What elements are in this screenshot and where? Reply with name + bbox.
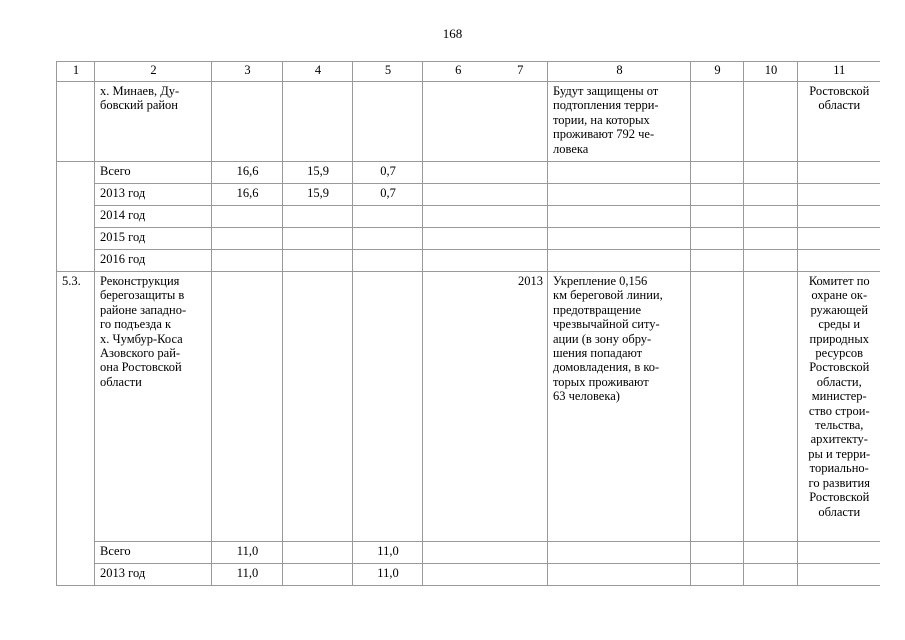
row-c6 (423, 228, 493, 250)
item-name-line: области (100, 374, 142, 389)
item-exec-line: министер- (811, 389, 867, 404)
col-header-4: 4 (283, 62, 353, 82)
item-result-line: ации (в зону обру- (553, 331, 652, 346)
cont-name-cell (95, 82, 212, 162)
row-c3: 11,0 (212, 542, 283, 564)
cont-name-line: бовский район (100, 98, 178, 113)
item-exec-line: Ростовской (809, 360, 870, 375)
item-exec-line: области, (816, 374, 862, 389)
item-exec-line: ресурсов (815, 346, 864, 361)
col-header-1: 1 (57, 62, 95, 82)
item-year: 2013 (493, 272, 548, 542)
table-row (57, 162, 880, 184)
row-c7 (493, 542, 548, 564)
table-row (57, 228, 880, 250)
cont-name-line: х. Минаев, Ду- (100, 84, 180, 98)
item-c4 (283, 272, 353, 542)
cont-exec-cell (798, 82, 880, 162)
table-row (57, 206, 880, 228)
row-c10 (744, 206, 798, 228)
item-exec-line: области (818, 504, 861, 519)
row-c10 (744, 162, 798, 184)
row-c11 (798, 564, 880, 586)
item-result-line: км береговой линии, (553, 288, 663, 303)
item-number: 5.3. (62, 274, 81, 288)
row-c11 (798, 162, 880, 184)
row-label: 2014 год (95, 206, 212, 228)
item-c9 (691, 272, 744, 542)
item-name-line: х. Чумбур-Коса (100, 331, 183, 346)
row-c5: 0,7 (353, 184, 423, 206)
row-c7 (493, 184, 548, 206)
row-c6 (423, 564, 493, 586)
row-c9 (691, 564, 744, 586)
row-c3: 11,0 (212, 564, 283, 586)
cont-c10 (744, 82, 798, 162)
item-name-line: районе западно- (100, 302, 187, 317)
row-label: 2015 год (95, 228, 212, 250)
row-c6 (423, 206, 493, 228)
row-c7 (493, 564, 548, 586)
item-exec-line: архитекту- (810, 432, 868, 447)
item-name-line: берегозащиты в (100, 288, 185, 303)
row-c5: 0,7 (353, 162, 423, 184)
row-c7 (493, 250, 548, 272)
cont-result-line: тории, на которых (553, 112, 650, 127)
row-c6 (423, 184, 493, 206)
table-row (57, 564, 880, 586)
item-exec-line: ружающей (810, 302, 869, 317)
row-c7 (493, 206, 548, 228)
item-exec-line: го развития (808, 475, 870, 490)
row-label: 2013 год (95, 564, 212, 586)
row-c11 (798, 228, 880, 250)
item-name-line: го подъезда к (100, 317, 172, 332)
item-exec-cell (798, 272, 880, 542)
row-c8 (548, 206, 691, 228)
col-header-8: 8 (548, 62, 691, 82)
table-row (57, 542, 880, 564)
item-result-line: чрезвычайной ситу- (553, 317, 660, 332)
col-header-9: 9 (691, 62, 744, 82)
col-header-10: 10 (744, 62, 798, 82)
row-c7 (493, 228, 548, 250)
cont-c7 (493, 82, 548, 162)
item-exec-line: ториально- (809, 461, 869, 476)
row-c4: 15,9 (283, 184, 353, 206)
row-c11 (798, 206, 880, 228)
item-c5 (353, 272, 423, 542)
row-label: Всего (95, 542, 212, 564)
item-name-line: Азовского рай- (100, 346, 181, 361)
item-exec-line: Ростовской (809, 490, 870, 505)
row-c8 (548, 250, 691, 272)
col-header-7: 7 (493, 62, 548, 82)
col-header-5: 5 (353, 62, 423, 82)
item-c3 (212, 272, 283, 542)
col-header-11: 11 (798, 62, 880, 82)
row-c8 (548, 184, 691, 206)
item-exec-line: ство строи- (808, 403, 870, 418)
row-c8 (548, 162, 691, 184)
row-c11 (798, 542, 880, 564)
row-c10 (744, 564, 798, 586)
group-a-number-cell (57, 162, 95, 272)
item-c6 (423, 272, 493, 542)
item-result-line: предотвращение (553, 302, 642, 317)
row-c8 (548, 228, 691, 250)
row-c9 (691, 206, 744, 228)
item-number-cell (57, 272, 95, 586)
item-exec-line: природных (809, 331, 869, 346)
col-header-3: 3 (212, 62, 283, 82)
row-c11 (798, 250, 880, 272)
row-c9 (691, 162, 744, 184)
cont-result-line: ловека (553, 141, 589, 156)
cont-exec-line: области (818, 98, 861, 113)
cont-result-line: Будут защищены от (553, 84, 659, 98)
row-label: 2016 год (95, 250, 212, 272)
cont-exec-line: Ростовской (809, 84, 870, 98)
row-c9 (691, 542, 744, 564)
row-c8 (548, 542, 691, 564)
program-table (56, 61, 880, 586)
cont-result-line: подтопления терри- (553, 98, 659, 113)
cont-result-cell (548, 82, 691, 162)
item-result-cell (548, 272, 691, 542)
cont-c4 (283, 82, 353, 162)
col-header-6: 6 (423, 62, 493, 82)
row-c3 (212, 250, 283, 272)
row-c9 (691, 228, 744, 250)
row-c10 (744, 250, 798, 272)
row-label: Всего (95, 162, 212, 184)
item-name-line: она Ростовской (100, 360, 182, 375)
row-c10 (744, 542, 798, 564)
row-c6 (423, 542, 493, 564)
row-c5 (353, 228, 423, 250)
row-c7 (493, 162, 548, 184)
table-row (57, 184, 880, 206)
item-result-line: торых проживают (553, 374, 649, 389)
item-exec-line: тельства, (815, 418, 864, 433)
col-header-2: 2 (95, 62, 212, 82)
row-c5: 11,0 (353, 542, 423, 564)
item-exec-line: ры и терри- (808, 446, 871, 461)
row-c4 (283, 564, 353, 586)
item-result-line: Укрепление 0,156 (553, 274, 648, 288)
row-c9 (691, 250, 744, 272)
row-c3: 16,6 (212, 184, 283, 206)
row-c4 (283, 250, 353, 272)
cont-c5 (353, 82, 423, 162)
row-c4 (283, 228, 353, 250)
item-exec-line: охране ок- (811, 288, 868, 303)
row-c8 (548, 564, 691, 586)
item-result-line: шения попадают (553, 346, 643, 361)
row-c4: 15,9 (283, 162, 353, 184)
cont-c9 (691, 82, 744, 162)
row-c3: 16,6 (212, 162, 283, 184)
item-result-line: 63 человека) (553, 389, 620, 404)
row-c10 (744, 228, 798, 250)
row-c5 (353, 206, 423, 228)
row-c10 (744, 184, 798, 206)
row-c9 (691, 184, 744, 206)
row-c11 (798, 184, 880, 206)
item-exec-line: Комитет по (808, 274, 870, 288)
item-row (57, 272, 880, 542)
row-c3 (212, 228, 283, 250)
cont-c3 (212, 82, 283, 162)
row-c6 (423, 250, 493, 272)
row-c5: 11,0 (353, 564, 423, 586)
item-name-line: Реконструкция (100, 274, 180, 288)
page-number: 168 (442, 26, 463, 41)
item-result-line: домовладения, в ко- (553, 360, 660, 375)
row-c4 (283, 542, 353, 564)
row-label: 2013 год (95, 184, 212, 206)
row-c3 (212, 206, 283, 228)
row-c4 (283, 206, 353, 228)
column-number-row (57, 62, 880, 82)
cont-c6 (423, 82, 493, 162)
row-c5 (353, 250, 423, 272)
item-c10 (744, 272, 798, 542)
item-name-cell (95, 272, 212, 542)
table-row (57, 250, 880, 272)
cont-result-line: проживают 792 че- (553, 127, 655, 142)
row-c6 (423, 162, 493, 184)
cont-number-cell (57, 82, 95, 162)
continuation-row (57, 82, 880, 162)
item-exec-line: среды и (818, 317, 861, 332)
